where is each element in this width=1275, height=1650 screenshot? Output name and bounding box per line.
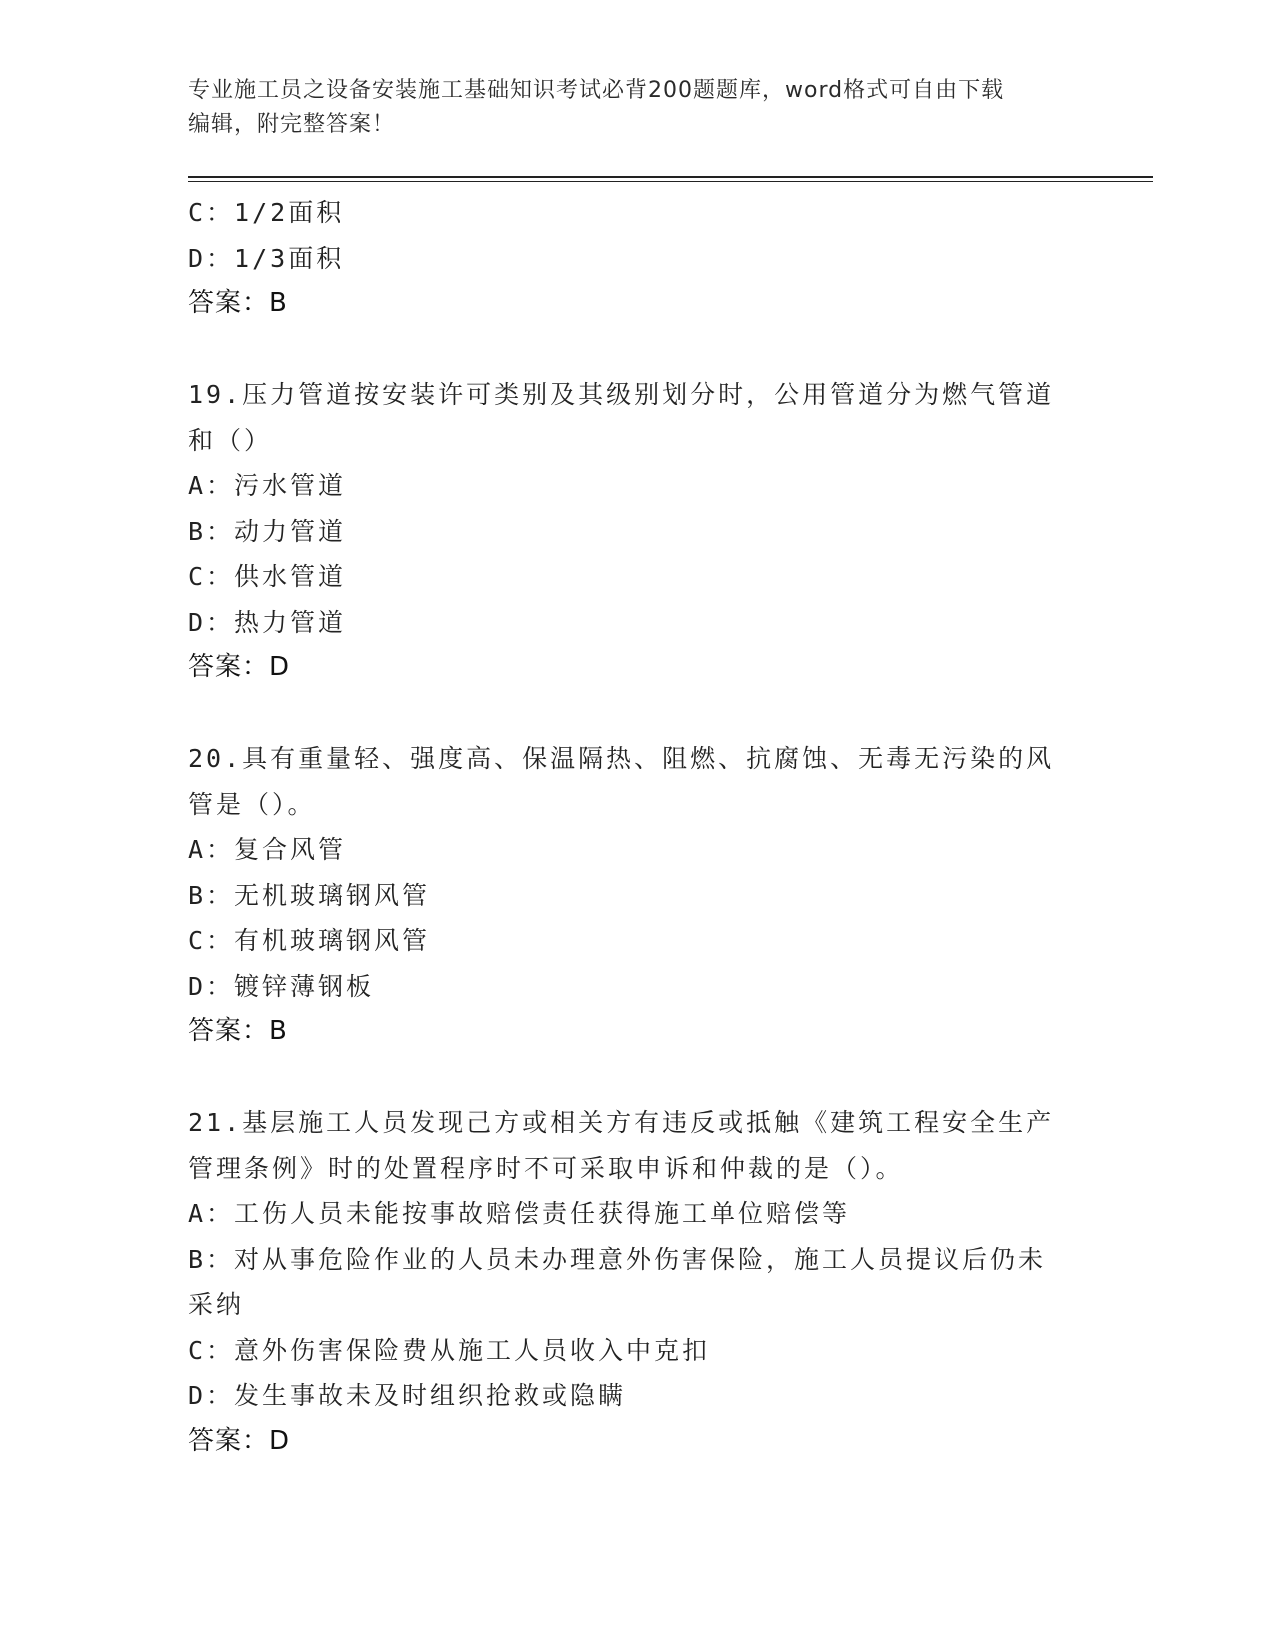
option-line: B：动力管道 <box>188 516 347 546</box>
header-title-line-2: 编辑，附完整答案！ <box>188 112 396 137</box>
question-text-line: 和（） <box>188 425 273 455</box>
question-list <box>188 190 1088 1464</box>
option-line: D：1/3面积 <box>188 243 345 273</box>
document-header <box>188 74 1068 142</box>
header-title-line-1: 专业施工员之设备安装施工基础知识考试必背200题题库，word格式可自由下载 <box>188 78 1005 103</box>
question-text-line: 19.压力管道按安装许可类别及其级别划分时，公用管道分为燃气管道 <box>188 380 1055 409</box>
question-text-line: 21.基层施工人员发现己方或相关方有违反或抵触《建筑工程安全生产 <box>188 1108 1055 1137</box>
answer-line: 答案：D <box>188 652 291 682</box>
answer-line: 答案：D <box>188 1425 291 1456</box>
option-line: A：工伤人员未能按事故赔偿责任获得施工单位赔偿等 <box>188 1199 851 1228</box>
option-line: B：无机玻璃钢风管 <box>188 880 431 910</box>
answer-line: 答案：B <box>188 1016 288 1046</box>
option-line: C：1/2面积 <box>188 198 345 227</box>
blank-line <box>188 1055 1088 1101</box>
blank-line <box>188 691 1088 737</box>
option-line: C：供水管道 <box>188 562 347 591</box>
option-line: D：镀锌薄钢板 <box>188 971 375 1001</box>
option-line: C：意外伤害保险费从施工人员收入中克扣 <box>188 1335 711 1365</box>
option-line: 采纳 <box>188 1290 245 1319</box>
option-line: D：发生事故未及时组织抢救或隐瞒 <box>188 1381 627 1410</box>
option-line: A：复合风管 <box>188 835 347 864</box>
question-text-line: 20.具有重量轻、强度高、保温隔热、阻燃、抗腐蚀、无毒无污染的风 <box>188 744 1055 773</box>
option-line: D：热力管道 <box>188 607 347 637</box>
option-line: C：有机玻璃钢风管 <box>188 926 431 955</box>
question-text-line: 管理条例》时的处置程序时不可采取申诉和仲裁的是（）。 <box>188 1153 904 1183</box>
question-text-line: 管是（）。 <box>188 789 316 819</box>
header-divider-thick <box>188 176 1153 178</box>
header-divider-thin <box>188 181 1153 182</box>
answer-line: 答案：B <box>188 288 288 318</box>
option-line: B：对从事危险作业的人员未办理意外伤害保险，施工人员提议后仍未 <box>188 1244 1047 1274</box>
blank-line <box>188 327 1088 373</box>
option-line: A：污水管道 <box>188 471 347 500</box>
